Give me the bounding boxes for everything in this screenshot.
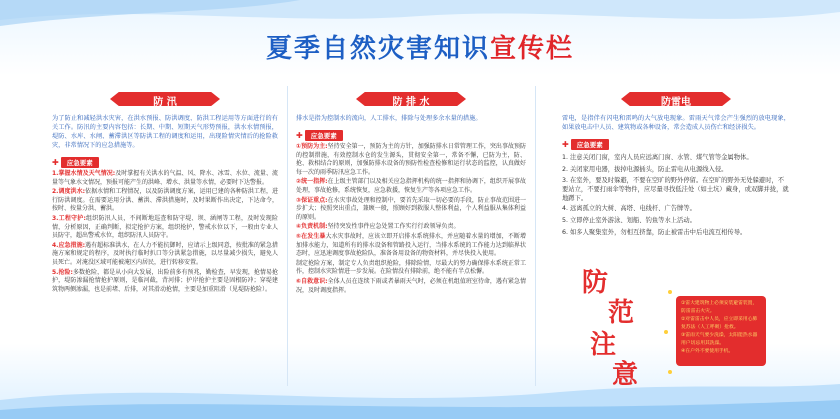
item-heading: 2.调度洪水: xyxy=(52,188,86,196)
column-divider xyxy=(535,86,536,386)
item-text: 在上级主管部门以及相关应急指挥机构的统一指挥和协调下，组织开展事故处理，事故抢修，系统恢复，应急救援，恢复生产等各项应急工作。 xyxy=(296,178,526,194)
list-item: 2. 关闭家用电器，拔掉电源插头，防止雷电从电源线入侵。 xyxy=(562,166,728,173)
notice-char-glyph: 意 xyxy=(612,360,639,390)
list-item: 1. 注意关闭门窗，室内人员应远离门窗、水管、煤气管等金属物体。 xyxy=(562,154,753,161)
item-text: 及时掌握有关洪水的气温、风、降水、冰雪、水位、流量、流量等气象水文情况，预报可能产生的洪峰、增水、洪量等水情，必要时下达警报。 xyxy=(52,170,278,186)
item-text: 坚持安全第一，预防为主的方针，加强防排水日常管理工作，突出事故预防的控制措施，有效控制水仓的发生源头，贯彻安全第一，常备不懈，已防为主，防、抢、救相结合的原则，加强防排水设备的预防性检查检修和运行状态的监控，认真做好每一次的雨季防汛应急工作。 xyxy=(296,143,526,176)
list-item xyxy=(52,242,278,268)
list-item: 6. 如多人聚集室外，勿相互挤靠，防止被雷击中后电流互相传导。 xyxy=(562,229,747,236)
item-heading: ①预防为主: xyxy=(296,143,328,150)
notice-item: ④在户外不要使用手机。 xyxy=(681,349,734,354)
title-main: 夏季自然灾害知识 xyxy=(265,34,490,64)
notice-char-glyph: 注 xyxy=(590,330,617,360)
section-tag: 应急要素 xyxy=(305,130,343,141)
column-divider xyxy=(287,86,288,386)
section-tag: 应急要素 xyxy=(571,139,609,150)
list-item xyxy=(296,278,526,295)
list-item xyxy=(296,233,526,259)
plus-icon: ✚ xyxy=(296,131,303,140)
flood-control-column xyxy=(52,92,278,295)
list-item: 4. 远离孤立的大树、高塔、电线杆、广告牌等。 xyxy=(562,205,696,212)
item-heading: 5.抢险: xyxy=(52,268,73,276)
notice-char-glyph: 防 xyxy=(582,268,609,298)
lightning-list xyxy=(562,152,790,239)
list-item xyxy=(52,188,278,214)
list-item xyxy=(296,260,526,277)
item-text: 大水灾事故时，应该立即开启排水系统排水，并应随着水量的增加，不断增加排水能力，知道所有的排水设备和管路投入运行，当排水系统的工作能力达到临界状态时，应迅速调度事故抢险队，准备备用设备的物资材料，并尽快投入使用。 xyxy=(296,232,526,258)
item-text: 依据水情和工程情况，以及防洪调度方案，运用已建的各种防洪工程，进行防洪调度。在需要运用分洪、蓄洪、滞洪措施时，及时果断作出决定，下达命令，按时、按量分洪、蓄洪。 xyxy=(52,188,278,213)
section-tag: 应急要素 xyxy=(61,157,99,168)
column-intro: 雷电，是指伴有闪电和雷鸣的大气放电现象。雷雨天气常会产生强烈的放电现象，如果放电击中人员、建筑物或各种设备，常会造成人员伤亡和经济损失。 xyxy=(562,115,790,131)
list-item xyxy=(296,178,526,195)
plus-icon: ✚ xyxy=(562,140,569,149)
item-text: 制定抢险方案，制定专人负责组织抢险，排除险情，尽最大的努力确保排水系统正常工作，控制水灾险情进一步发展。在险情没有排除前，绝不能有半点松懈。 xyxy=(296,259,526,276)
item-text: 全体人员在连续下雨或者暴雨天气时，必须在机组值班室待命，遇有紧急情况，及时调度指挥。 xyxy=(296,277,526,294)
item-heading: 3.工程守护: xyxy=(52,214,86,222)
notice-box xyxy=(676,296,766,366)
section-tag-row xyxy=(296,123,526,143)
drainage-column xyxy=(296,92,526,296)
item-heading: ④负责机制: xyxy=(296,223,328,231)
column-title: 防雷电 xyxy=(661,97,691,108)
section-tag-row xyxy=(52,150,278,170)
item-text: 在水灾事故处理和控制中，要首先采取一切必要的手段，防止事故范围进一步扩大；按照突出重点，兼顾一般，照顾好到救服人整体利益，个人利益服从集体利益的原则。 xyxy=(296,196,526,221)
list-item xyxy=(52,215,278,241)
column-intro: 为了防止和减轻洪水灾害，在洪水预报、防洪调度、防洪工程运用等方面进行的有关工作。防汛的主要内容包括：长期、中期、短期天气形势预报，洪水水情预报，堤防、水库、水闸、蓄滞洪区等防洪工程的调度和运用，出现险情灾情后的抢险救灾，非常情况下的应急措施等。 xyxy=(52,115,278,149)
column-header-flood xyxy=(110,92,220,108)
notice-item: ①雷大建筑物上必须安装避雷装置，防雷雷击火灾。 xyxy=(681,301,758,314)
column-intro: 排水是指为控制水的流向，人工排水，排除与处理多余水量的措施。 xyxy=(296,115,482,122)
item-text: 多数抢险，都是从小向大发展，出险前多有预兆，勤检查，早发现，抢情易抢护，堤防渗漏抢情抢护原则，是临河截，背河排；护岸抢护主要是固根防冲；穿堤建筑物两侧渗漏，也是前堵、后排，对其滑动抢情，主要是加重阻滑（见堤防抢险）。 xyxy=(52,268,278,293)
column-header-drainage xyxy=(356,92,466,108)
list-item xyxy=(52,170,278,187)
column-title: 防 汛 xyxy=(153,97,177,108)
notice-item: ②对雷雷击中人员，应立即采用心肺复苏法（人工呼吸）抢救。 xyxy=(681,317,758,330)
column-title: 防 排 水 xyxy=(392,97,430,108)
spark-decoration xyxy=(668,370,672,374)
list-item: 3. 在室外，要及时躲避，不要在空旷的野外停留。在空旷的野外无处躲避时，不要站立，不要打雨伞等物件，应尽量寻找低洼处（如土坑）藏身，或双脚并拢，就地蹲下。 xyxy=(562,177,789,202)
page-title xyxy=(0,28,840,65)
item-heading: ⑤在发生暴 xyxy=(296,232,326,240)
plus-icon: ✚ xyxy=(52,158,59,167)
section-tag-row xyxy=(562,132,790,152)
list-item xyxy=(296,223,526,232)
notice-item: ③雷雨天气要少洗澡，太阳能热水器用户切忌用其洗澡。 xyxy=(681,333,758,346)
list-item xyxy=(296,197,526,223)
title-accent: 宣传栏 xyxy=(490,34,575,64)
item-heading: 4.应急措施: xyxy=(52,241,86,249)
item-heading: ⑥自救意识: xyxy=(296,277,328,285)
item-text: 坚持突发性事件应急处置工作实行行政领导负责。 xyxy=(327,223,460,231)
spark-decoration xyxy=(668,290,672,294)
list-item xyxy=(52,269,278,295)
spark-decoration xyxy=(664,330,668,334)
item-heading: ③保证重点: xyxy=(296,196,328,204)
lightning-column xyxy=(562,92,790,239)
item-text: 遇有超标准洪水，在人力不能抗御时，应请示上级同意，按批准的紧急措施方案和规定的程序，及时执行临时扒口等分洪紧急措施，以尽量减少损失，避免人员死亡。对淹没区域可能被淹区内居民，进行转移安置。 xyxy=(52,241,278,266)
column-header-lightning xyxy=(621,92,731,108)
item-heading: 1.掌握水情及天气情况: xyxy=(52,170,116,177)
item-text: 组织防汛人员，不间断地巡查和防守堤、坝、涵闸等工程，及时发现险情，分析原因，正确判断，拟定抢护方案，组织抢护，警戒水位以下，一般由专业人员防守，超出警戒水位，组织防汛人员防守。 xyxy=(52,214,278,240)
bottom-wave-decoration xyxy=(0,370,840,419)
item-heading: ②统一指挥: xyxy=(296,178,328,186)
list-item xyxy=(296,143,526,177)
notice-char-glyph: 范 xyxy=(608,298,635,328)
list-item: 5. 立即停止室外游泳、划船、钓鱼等水上活动。 xyxy=(562,217,696,224)
